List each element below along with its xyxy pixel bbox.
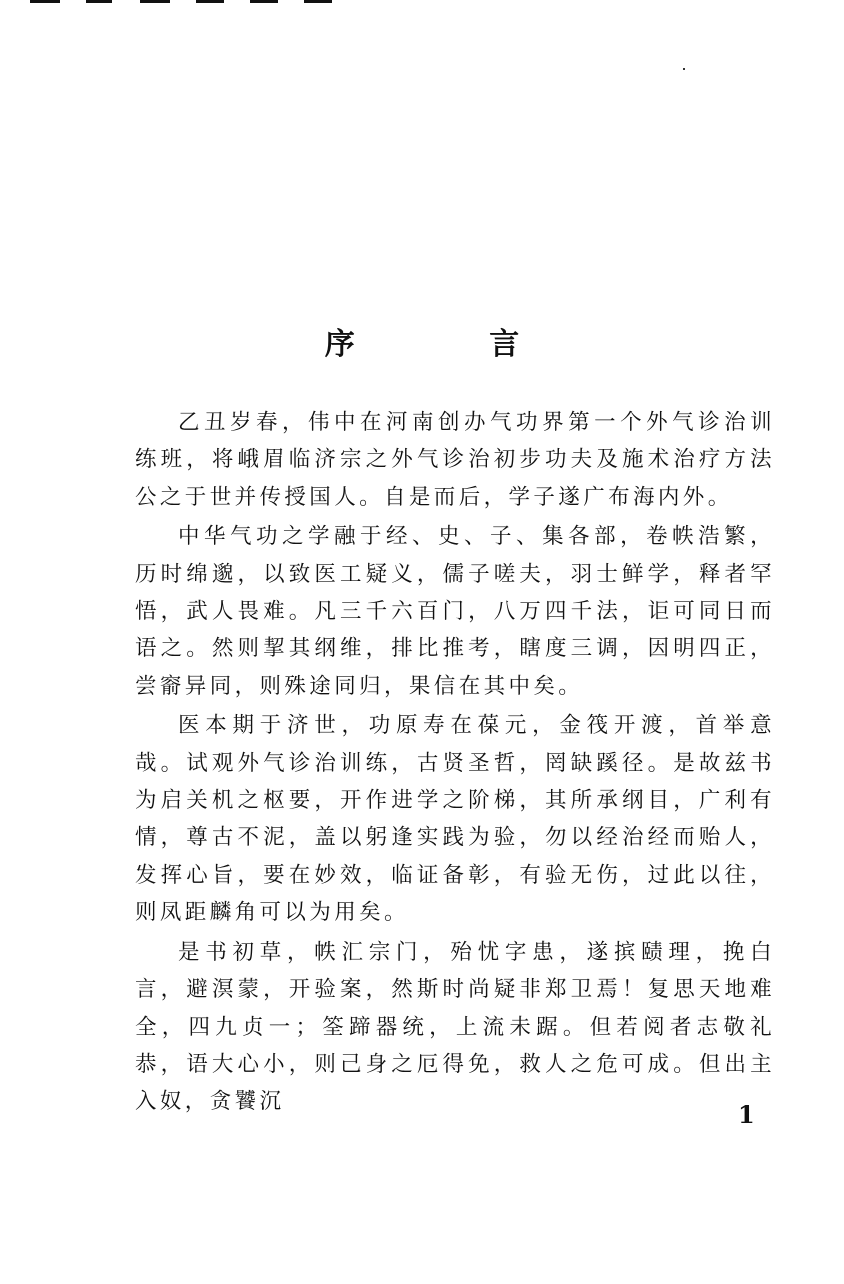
page-title: 序 言 bbox=[324, 327, 582, 362]
top-rule-6 bbox=[304, 0, 332, 3]
top-rule-5 bbox=[250, 0, 278, 3]
paragraph-1: 乙丑岁春，伟中在河南创办气功界第一个外气诊治训练班，将峨眉临济宗之外气诊治初步功夫及施术治疗方法公之于世并传授国人。自是而后，学子遂广布海内外。 bbox=[135, 410, 775, 510]
paragraph-2: 中华气功之学融于经、史、子、集各部，卷帙浩繁，历时绵邈，以致医工疑义，儒子嗟夫，羽士鲜学，释者罕悟，武人畏难。凡三千六百门，八万四千法，讵可同日而语之。然则挈其纲维，排比推考，瞎度三调，因明四正，尝窬异同，则殊途同归，果信在其中矣。 bbox=[135, 524, 775, 699]
top-rule-3 bbox=[140, 0, 170, 3]
top-rule-1 bbox=[30, 0, 60, 3]
paragraph-4: 是书初草，帙汇宗门，殆忧字患，遂摈赜理，挽白言，避溟蒙，开验案，然斯时尚疑非郑卫焉！复思天地难全，四九贞一；筌蹄器统，上流未踞。但若阅者志敬礼恭，语大心小，则己身之厄得免，救人之危可成。但出主入奴，贪饕沉 bbox=[135, 939, 775, 1115]
paragraph-3: 医本期于济世，功原寿在葆元，金筏开渡，首举意哉。试观外气诊治训练，古贤圣哲，罔缺蹊径。是故兹书为启关机之枢要，开作进学之阶梯，其所承纲目，广利有情，尊古不泥，盖以躬逢实践为验，勿以经治经而贻人，发挥心旨，要在妙效，临证备彰，有验无伤，过此以往，则凤距麟角可以为用矣。 bbox=[135, 713, 775, 926]
body-text bbox=[135, 404, 775, 1123]
top-rule-2 bbox=[86, 0, 112, 3]
top-rule-4 bbox=[196, 0, 224, 3]
page-number: 1 bbox=[738, 1100, 755, 1129]
scan-speck bbox=[683, 68, 685, 70]
